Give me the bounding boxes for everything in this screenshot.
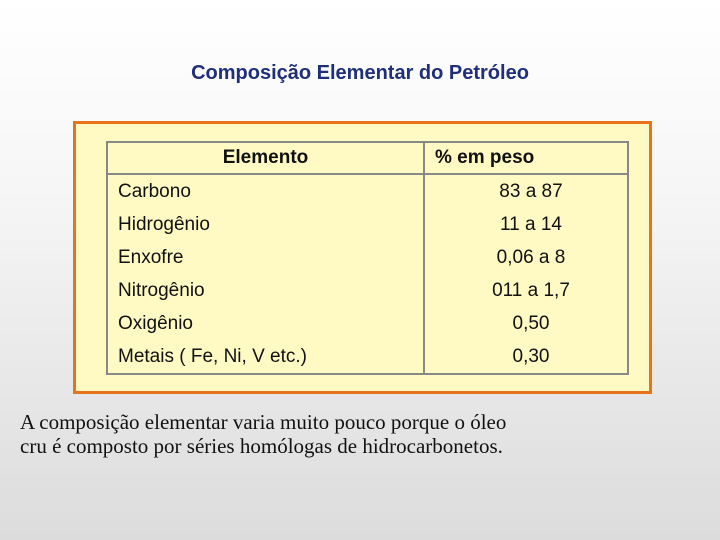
composition-table-frame — [73, 121, 652, 394]
table-row — [107, 274, 628, 307]
value-cell: 0,30 — [512, 345, 550, 367]
table-row — [107, 340, 628, 374]
value-cell: 0,06 a 8 — [496, 246, 566, 268]
table-row — [107, 241, 628, 274]
table-row — [107, 208, 628, 241]
caption-line-2: cru é composto por séries homólogas de hidrocarbonetos. — [20, 434, 503, 458]
element-cell: Nitrogênio — [107, 274, 424, 307]
value-cell: 83 a 87 — [499, 180, 563, 202]
composition-table — [106, 141, 629, 375]
element-cell: Hidrogênio — [107, 208, 424, 241]
table-header-row — [107, 142, 628, 174]
element-cell: Metais ( Fe, Ni, V etc.) — [107, 340, 424, 374]
element-cell: Oxigênio — [107, 307, 424, 340]
header-elemento: Elemento — [107, 142, 424, 174]
value-cell: 0,50 — [512, 312, 550, 334]
value-cell: 11 a 14 — [500, 213, 562, 235]
table-row — [107, 174, 628, 208]
caption-text — [20, 410, 710, 458]
element-cell: Enxofre — [107, 241, 424, 274]
element-cell: Carbono — [107, 174, 424, 208]
slide-title: Composição Elementar do Petróleo — [191, 62, 529, 84]
value-cell: 011 a 1,7 — [492, 279, 570, 301]
header-percent-weight: % em peso — [424, 142, 628, 174]
table-row — [107, 307, 628, 340]
caption-line-1: A composição elementar varia muito pouco porque o óleo — [20, 410, 507, 434]
